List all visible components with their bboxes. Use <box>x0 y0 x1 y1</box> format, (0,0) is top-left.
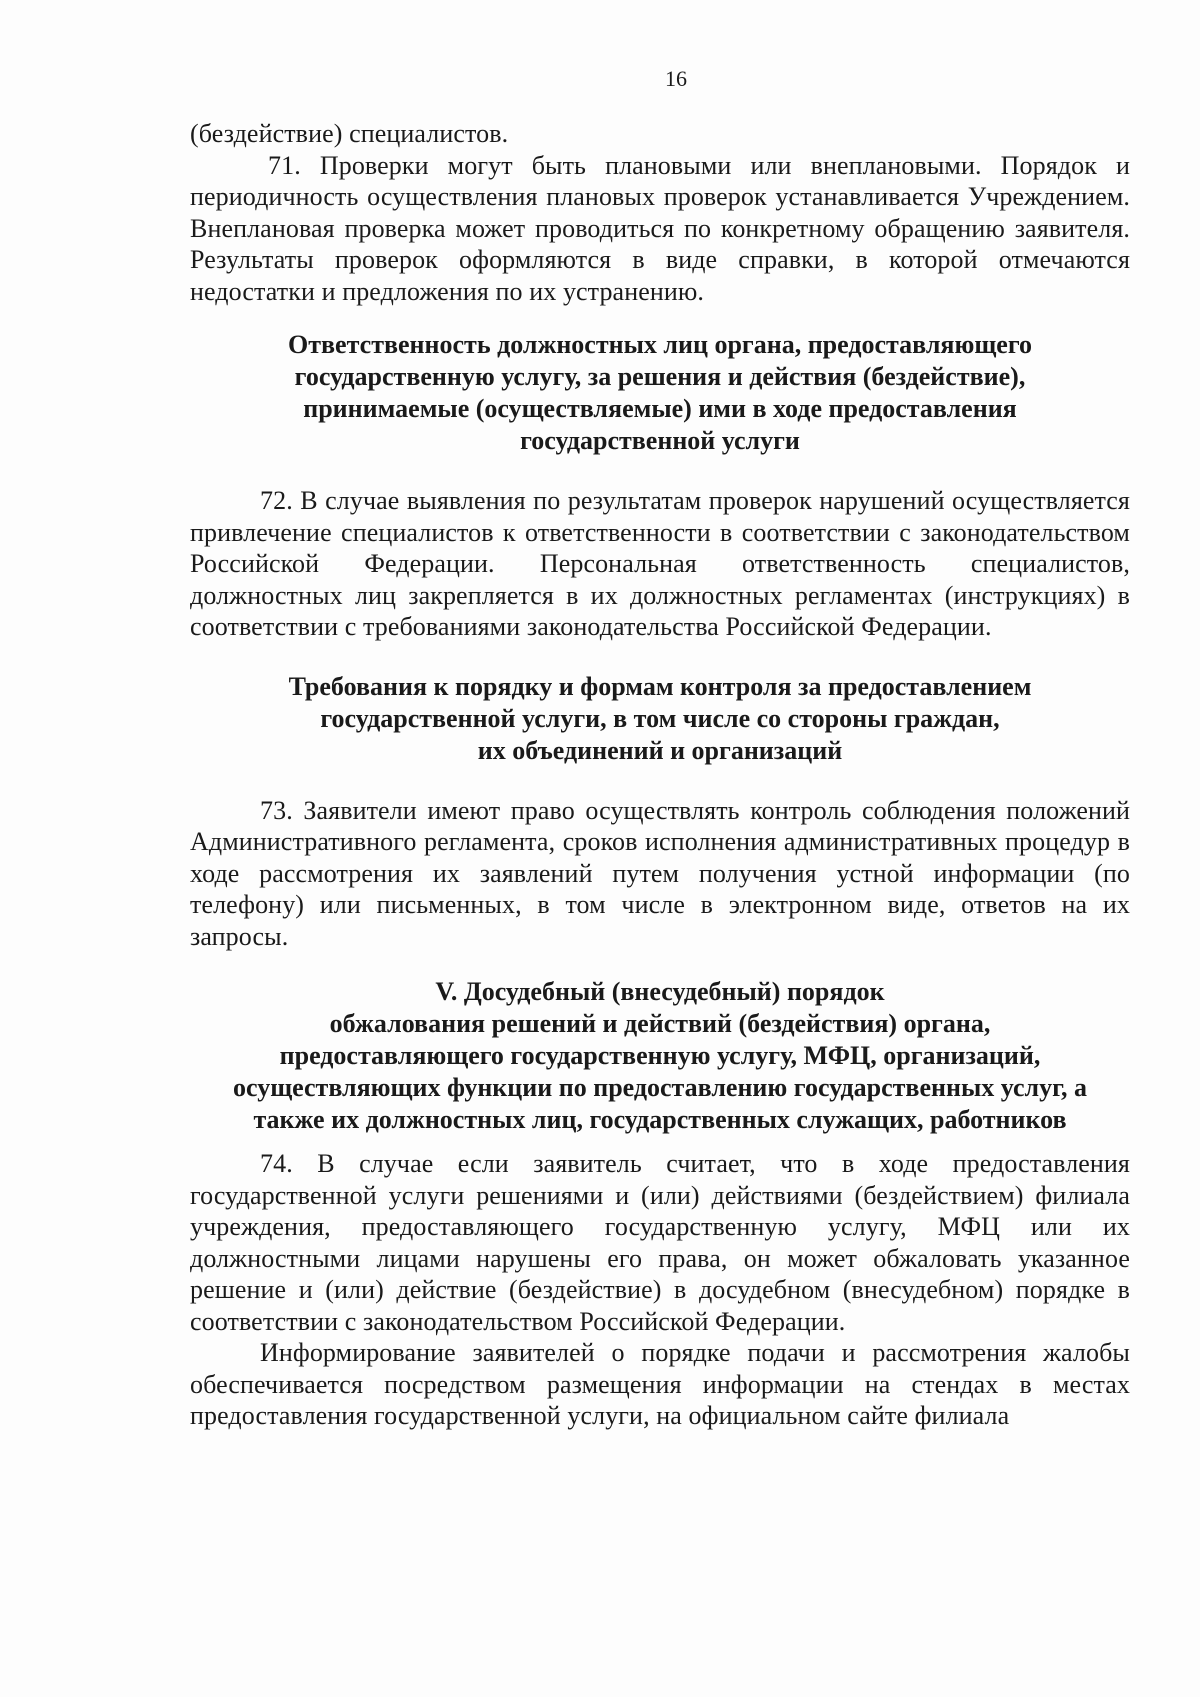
heading-line: государственную услугу, за решения и действия (бездействие), <box>294 362 1026 391</box>
heading-line: принимаемые (осуществляемые) ими в ходе предоставления <box>303 394 1017 423</box>
section-heading-control <box>190 671 1130 767</box>
heading-line: также их должностных лиц, государственных служащих, работников <box>253 1105 1067 1134</box>
heading-line: осуществляющих функции по предоставлению государственных услуг, а <box>233 1073 1087 1102</box>
heading-line: Требования к порядку и формам контроля за предоставлением <box>288 671 1032 701</box>
document-body <box>190 118 1130 1432</box>
section-heading-appeal <box>190 976 1130 1136</box>
heading-line: государственной услуги <box>520 426 800 455</box>
heading-line: V. Досудебный (внесудебный) порядок <box>435 977 885 1006</box>
heading-line: Ответственность должностных лиц органа, предоставляющего <box>288 330 1032 359</box>
paragraph-informing: Информирование заявителей о порядке подачи и рассмотрения жалобы обеспечивается посредством размещения информации на стендах в местах предоставления государственной услуги, на официальном сайте филиала <box>190 1338 1130 1430</box>
heading-line: государственной услуги, в том числе со стороны граждан, <box>320 703 1000 733</box>
heading-line: их объединений и организаций <box>477 735 843 765</box>
page-number: 16 <box>665 66 687 91</box>
heading-line: обжалования решений и действий (бездействия) органа, <box>329 1009 991 1038</box>
paragraph-71: 71. Проверки могут быть плановыми или внеплановыми. Порядок и периодичность осуществления плановых проверок устанавливается Учреждением. Внеплановая проверка может проводиться по конкретному обращению заявителя. Результаты проверок оформляются в виде справки, в которой отмечаются недостатки и предложения по их устранению. <box>190 150 1130 306</box>
heading-line: предоставляющего государственную услугу, МФЦ, организаций, <box>279 1041 1041 1070</box>
paragraph-continuation: (бездействие) специалистов. <box>190 119 509 148</box>
section-heading-responsibility <box>190 329 1130 457</box>
paragraph-72: 72. В случае выявления по результатам проверок нарушений осуществляется привлечение специалистов к ответственности в соответствии с законодательством Российской Федерации. Персональная ответственность специалистов, должностных лиц закрепляется в их должностных регламентах (инструкциях) в соответствии с требованиями законодательства Российской Федерации. <box>190 486 1130 641</box>
paragraph-74: 74. В случае если заявитель считает, что в ходе предоставления государственной услуги решениями и (или) действиями (бездействием) филиала учреждения, предоставляющего государственную услугу, МФЦ или их должностными лицами нарушены его права, он может обжаловать указанное решение и (или) действие (бездействие) в досудебном (внесудебном) порядке в соответствии с законодательством Российской Федерации. <box>190 1149 1130 1336</box>
paragraph-73: 73. Заявители имеют право осуществлять контроль соблюдения положений Административного регламента, сроков исполнения административных процедур в ходе рассмотрения их заявлений путем получения устной информации (по телефону) или письменных, в том числе в электронном виде, ответов на их запросы. <box>190 795 1130 951</box>
